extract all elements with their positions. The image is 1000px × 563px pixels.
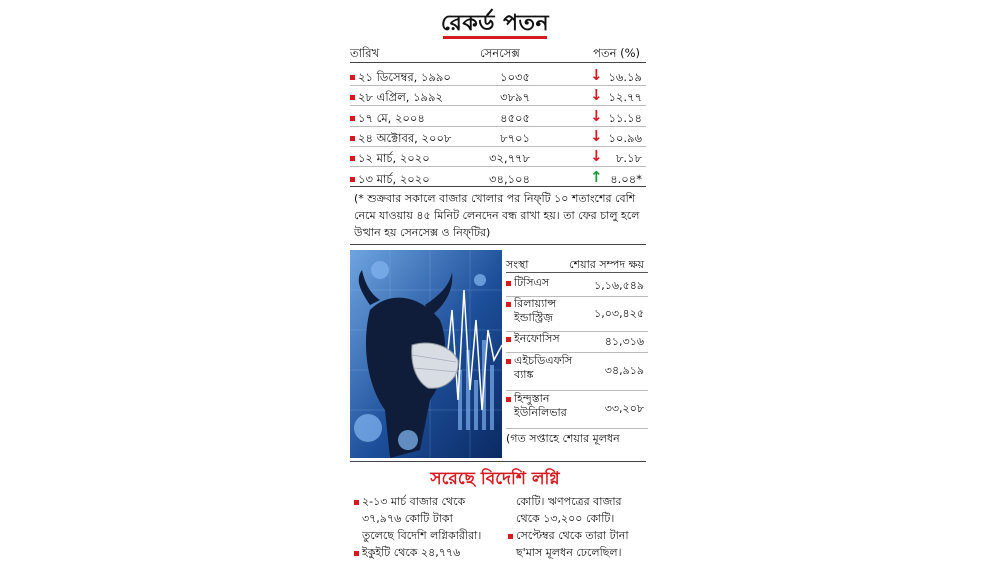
table-row [350, 86, 646, 106]
down-arrow-icon: ↓ [590, 147, 603, 166]
title-underline [443, 36, 547, 39]
bullet-icon [350, 156, 355, 161]
article-column: রেকর্ড পতন তারিখ সেনসেক্স পতন (%) ২১ ডিসেম্বর, ১৯৯০ ১০৩৫ ↓ ১৬.১৯ ২৮ এপ্রিল, ১৯৯২ ৩৮৯৭ ↓ ১২.৭৭ ১৭ মে, ২০০৪ ৪৫০৫ ↓ ১১.১৪ ২৪ অক্টোবর, ২০০৮ ৮৭০১ ↓ ১০.৯৬ ১২ মার্চ, ২০২০ ৩২,৭৭৮ ↓ ৮.১৮ ১৩ মার্চ, ২০২০ ৩৪,১০৪ ↑ ৪.০৪* (* শুক্রবার সকালে বাজার খোলার পর নিফ্‌টি ১০ শতাংশের বেশি নেমে যাওয়ায় ৪৫ মিনিট লেনদেন বন্ধ রাখা হয়। তা ফের চালু হলে উত্থান হয় সেনসেক্স ও নিফ্‌টির) সংস্থা শেয়ার সম্পদ ক্ষয় টিসিএস ১,১৬,৫৪৯ রিলায়্যান্স ইন্ডাস্ট্রিজ় ১,০৩,৪২৫ ইনফোসিস ৪১,৩১৬ এইচডিএফসি ব্যাঙ্ক ৩৪,৯১৯ হিন্দুস্তান ইউনিলিভার ৩৩,২০৮ (গত সপ্তাহে শেয়ার মূলধন সরেছে বিদেশি লগ্নি ২-১৩ মার্চ বাজার থেকে ৩৭,৯৭৬ কোটি টাকা তুলেছে বিদেশি লগ্নিকারীরা। ইকুইটি থেকে ২৪,৭৭৬ কোটি। ঋণপত্রের বাজার থেকে ১৩,২০০ কোটি। সেপ্টেম্বর থেকে তারা টানা ছ'মাস মূলধন ঢেলেছিল। [340, 0, 650, 563]
divider [350, 461, 646, 462]
table-row [506, 276, 648, 296]
row-date: ২৪ অক্টোবর, ২০০৮ [350, 130, 451, 149]
table-row [350, 107, 646, 127]
header-company: সংস্থা [506, 258, 529, 271]
bullet-icon [506, 302, 511, 307]
divider [350, 186, 646, 187]
header-date: তারিখ [350, 46, 380, 60]
down-arrow-icon: ↓ [590, 66, 603, 84]
row-loss: ৩৪,৯১৯ [604, 364, 644, 377]
row-loss: ৪১,৩১৬ [604, 335, 644, 348]
bullet-icon [354, 500, 359, 505]
bull-mask-illustration [350, 250, 502, 458]
row-company: টিসিএস [506, 276, 549, 290]
table-row [506, 332, 648, 352]
bullet-icon [506, 337, 511, 342]
row-fall: ১৬.১৯ [608, 70, 642, 84]
bullet-icon [354, 551, 359, 556]
divider [350, 244, 646, 245]
row-sensex: ১০৩৫ [500, 70, 530, 84]
table-row [350, 147, 646, 167]
table-row [506, 297, 648, 331]
header-fall: পতন (%) [593, 46, 640, 60]
table-row [506, 392, 648, 428]
row-fall: ১০.৯৬ [608, 130, 642, 145]
bullet-icon [506, 397, 511, 402]
row-sensex: ৮৭০১ [500, 130, 530, 145]
row-fall: ১১.১৪ [608, 110, 642, 125]
row-loss: ১,১৬,৫৪৯ [594, 279, 644, 292]
divider [350, 62, 646, 63]
para-left-2: ইকুইটি থেকে ২৪,৭৭৬ [354, 544, 504, 561]
table2-footnote: (গত সপ্তাহে শেয়ার মূলধন [506, 432, 620, 445]
bullet-icon [350, 116, 355, 121]
row-company: ইনফোসিস [506, 332, 560, 346]
para-right-1: কোটি। ঋণপত্রের বাজার থেকে ১৩,২০০ কোটি। [516, 495, 622, 525]
row-loss: ৩৩,২০৮ [604, 402, 644, 415]
row-fall: ১২.৭৭ [608, 90, 642, 105]
row-sensex: ৩৪,১০৪ [489, 171, 530, 186]
row-divider [506, 352, 648, 353]
table-row [506, 354, 648, 390]
section-heading: সরেছে বিদেশি লগ্নি [430, 469, 560, 489]
bullet-icon [350, 177, 355, 182]
row-date: ১২ মার্চ, ২০২০ [350, 150, 430, 169]
row-sensex: ৩২,৭৭৮ [488, 151, 530, 166]
down-arrow-icon: ↓ [590, 86, 603, 105]
footnote: (* শুক্রবার সকালে বাজার খোলার পর নিফ্‌টি ১০ শতাংশের বেশি নেমে যাওয়ায় ৪৫ মিনিট লেনদেন বন্ধ রাখা হয়। তা ফের চালু হলে উত্থান হয় সেনসেক্স ও নিফ্‌টির) [354, 192, 640, 239]
bullet-icon [506, 281, 511, 286]
row-company: হিন্দুস্তান ইউনিলিভার [506, 392, 567, 420]
page-title: রেকর্ড পতন [440, 11, 550, 36]
table-row [350, 127, 646, 147]
bullet-icon [508, 534, 513, 539]
table-row [350, 168, 646, 188]
divider [506, 272, 648, 273]
row-company: এইচডিএফসি ব্যাঙ্ক [506, 354, 572, 382]
row-divider [506, 390, 648, 391]
down-arrow-icon: ↓ [590, 126, 603, 145]
para-left-1: ২-১৩ মার্চ বাজার থেকে ৩৭,৯৭৬ কোটি টাকা তুলেছে বিদেশি লগ্নিকারীরা। [354, 493, 504, 544]
row-loss: ১,০৩,৪২৫ [594, 307, 644, 320]
down-arrow-icon: ↓ [590, 106, 603, 125]
table-row [350, 66, 646, 86]
header-sensex: সেনসেক্স [480, 46, 520, 60]
bullet-icon [350, 75, 355, 80]
para-right-2: সেপ্টেম্বর থেকে তারা টানা ছ'মাস মূলধন ঢেলেছিল। [508, 527, 648, 561]
row-company: রিলায়্যান্স ইন্ডাস্ট্রিজ় [506, 297, 556, 325]
row-date: ২৮ এপ্রিল, ১৯৯২ [350, 89, 443, 108]
bullet-icon [350, 136, 355, 141]
row-sensex: ৩৮৯৭ [500, 90, 530, 105]
row-date: ২১ ডিসেম্বর, ১৯৯০ [350, 69, 451, 88]
bullet-icon [506, 359, 511, 364]
row-date: ১৭ মে, ২০০৪ [350, 110, 425, 129]
row-date: ১৩ মার্চ, ২০২০ [350, 171, 430, 190]
row-divider [506, 428, 648, 429]
row-fall: ৮.১৮ [615, 151, 642, 166]
row-sensex: ৪৫০৫ [500, 110, 530, 125]
bullet-icon [350, 95, 355, 100]
up-arrow-icon: ↑ [590, 167, 603, 186]
row-fall: ৪.০৪* [610, 171, 642, 186]
